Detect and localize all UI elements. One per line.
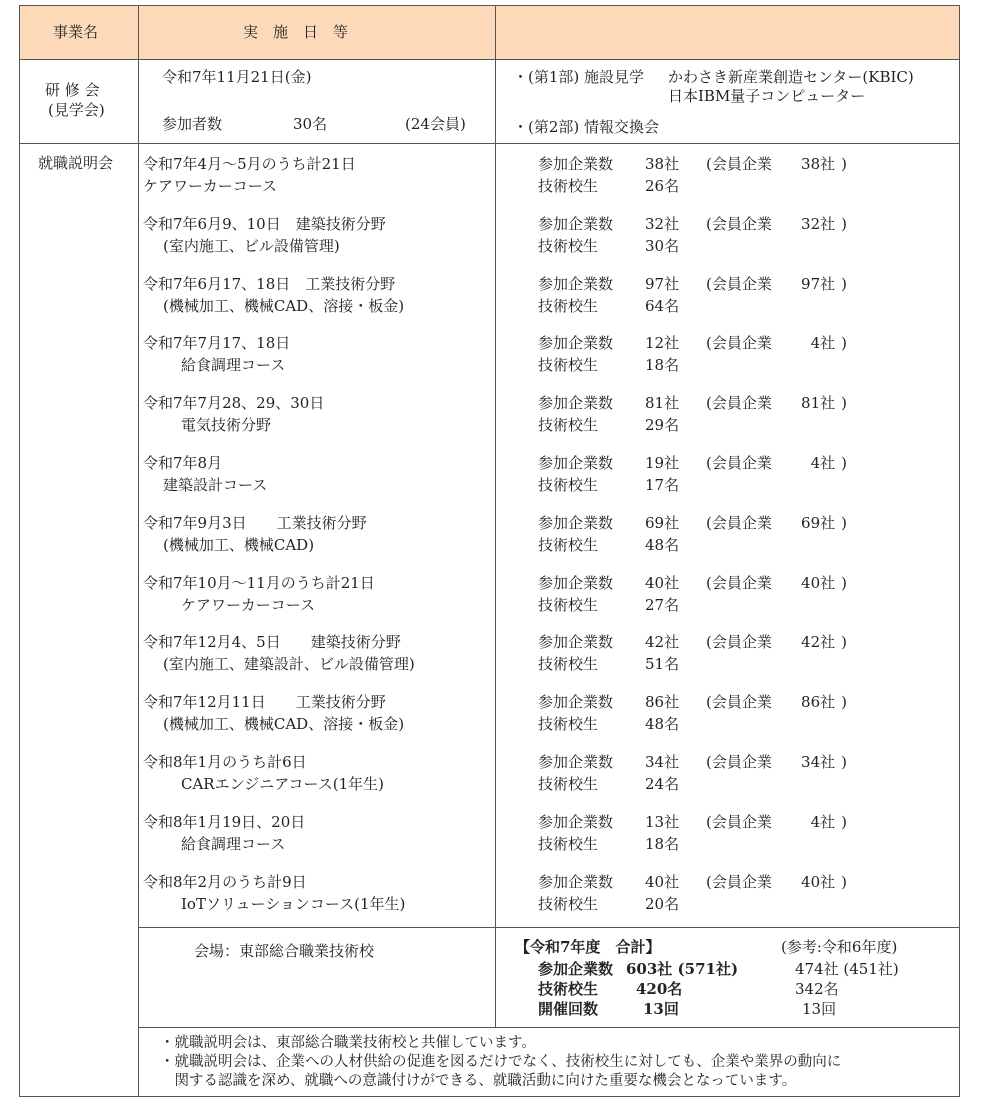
- row-students-label: 技術校生: [538, 895, 599, 913]
- row-members-close: ): [841, 514, 847, 532]
- note-line-3: 関する認識を深め、就職への意識付けができる、就職活動に向けた重要な機会となっています。: [160, 1073, 797, 1089]
- row-companies-value: 38社: [645, 155, 680, 173]
- row-students-value: 29名: [645, 416, 680, 434]
- row-course: (室内施工、ビル設備管理): [163, 237, 340, 255]
- row-companies-label: 参加企業数: [538, 693, 614, 711]
- row-students-label: 技術校生: [538, 715, 599, 733]
- row-members-close: ): [841, 275, 847, 293]
- row-companies-label: 参加企業数: [538, 813, 614, 831]
- row-members-close: ): [841, 574, 847, 592]
- row-date: 令和8年1月19日、20日: [143, 813, 306, 831]
- row-date: 令和7年6月17、18日 工業技術分野: [143, 275, 396, 293]
- table-header: [20, 6, 959, 59]
- summary-companies-value: 603社 (571社): [626, 960, 739, 978]
- row-members-value: [801, 154, 847, 174]
- row-members-label: (会員企業: [706, 753, 772, 771]
- row-date: 令和7年7月28、29、30日: [143, 394, 325, 412]
- row-companies-label: 参加企業数: [538, 215, 614, 233]
- note-line-2: ・就職説明会は、企業への人材供給の促進を図るだけでなく、技術校生に対しても、企業や業界の動向に: [160, 1054, 842, 1070]
- row-students-label: 技術校生: [538, 536, 599, 554]
- summary-sessions-value: 13回: [643, 1000, 679, 1018]
- row-members-close: ): [841, 334, 847, 352]
- row-companies-value: 97社: [645, 275, 680, 293]
- row-companies-value: 12社: [645, 334, 680, 352]
- row-companies-label: 参加企業数: [538, 334, 614, 352]
- job-fair-row: [0, 333, 982, 377]
- training-date: 令和7年11月21日(金): [162, 68, 312, 86]
- row-students-value: 51名: [645, 655, 680, 673]
- job-fair-row: [0, 154, 982, 198]
- row-members-count: 86社: [801, 693, 836, 711]
- row-companies-value: 40社: [645, 574, 680, 592]
- row-date: 令和7年9月3日 工業技術分野: [143, 514, 367, 532]
- row-members-value: [801, 632, 847, 652]
- row-students-label: 技術校生: [538, 596, 599, 614]
- summary-title: 【令和7年度 合計】: [515, 938, 661, 956]
- row-course: (機械加工、機械CAD、溶接・板金): [163, 297, 405, 315]
- job-fair-row: [0, 453, 982, 497]
- row-companies-value: 19社: [645, 454, 680, 472]
- venue: 会場：東部総合職業技術校: [194, 942, 375, 960]
- row-students-value: 48名: [645, 715, 680, 733]
- row-members-count: 34社: [801, 753, 836, 771]
- summary-students-label: 技術校生: [538, 980, 599, 998]
- row-students-label: 技術校生: [538, 297, 599, 315]
- row-members-close: ): [841, 693, 847, 711]
- row-companies-label: 参加企業数: [538, 275, 614, 293]
- row-students-value: 18名: [645, 835, 680, 853]
- row-companies-value: 13社: [645, 813, 680, 831]
- training-part1-label: ・(第1部) 施設見学: [513, 68, 645, 86]
- row-companies-label: 参加企業数: [538, 394, 614, 412]
- row-date: 令和7年12月4、5日 建築技術分野: [143, 633, 401, 651]
- row-members-count: 38社: [801, 155, 836, 173]
- row-members-label: (会員企業: [706, 574, 772, 592]
- training-participants-label: 参加者数: [162, 115, 223, 133]
- row-course: ケアワーカーコース: [143, 177, 277, 195]
- row-course: (機械加工、機械CAD): [163, 536, 315, 554]
- row-students-label: 技術校生: [538, 775, 599, 793]
- row-members-value: [801, 692, 847, 712]
- row-students-label: 技術校生: [538, 177, 599, 195]
- job-fair-name: 就職説明会: [38, 154, 114, 172]
- summary-ref-students: 342名: [795, 980, 839, 998]
- row-students-label: 技術校生: [538, 237, 599, 255]
- row-companies-value: 40社: [645, 873, 680, 891]
- row-members-value: [811, 453, 847, 473]
- row-members-label: (会員企業: [706, 275, 772, 293]
- row-course: 給食調理コース: [181, 356, 286, 374]
- row-members-label: (会員企業: [706, 394, 772, 412]
- row-companies-value: 32社: [645, 215, 680, 233]
- training-divider: [19, 143, 960, 144]
- row-course: ケアワーカーコース: [181, 596, 315, 614]
- row-members-label: (会員企業: [706, 873, 772, 891]
- row-companies-value: 34社: [645, 753, 680, 771]
- row-members-close: ): [841, 454, 847, 472]
- row-companies-value: 69社: [645, 514, 680, 532]
- row-companies-label: 参加企業数: [538, 155, 614, 173]
- row-students-value: 27名: [645, 596, 680, 614]
- row-members-label: (会員企業: [706, 514, 772, 532]
- row-companies-label: 参加企業数: [538, 514, 614, 532]
- row-members-label: (会員企業: [706, 215, 772, 233]
- row-members-count: 69社: [801, 514, 836, 532]
- row-members-value: [811, 812, 847, 832]
- summary-companies-label: 参加企業数: [538, 960, 614, 978]
- job-fair-row: [0, 214, 982, 258]
- training-name-line1: 研 修 会: [45, 81, 100, 99]
- row-members-label: (会員企業: [706, 155, 772, 173]
- row-members-close: ): [841, 753, 847, 771]
- job-fair-row: [0, 513, 982, 557]
- row-members-count: 4社: [810, 454, 836, 472]
- row-members-value: [811, 333, 847, 353]
- row-members-value: [801, 214, 847, 234]
- job-fair-row: [0, 274, 982, 318]
- row-students-value: 26名: [645, 177, 680, 195]
- header-divider: [19, 59, 960, 60]
- training-part1-site1: かわさき新産業創造センター(KBIC): [668, 68, 914, 86]
- row-students-label: 技術校生: [538, 655, 599, 673]
- row-course: 建築設計コース: [163, 476, 268, 494]
- row-students-label: 技術校生: [538, 835, 599, 853]
- row-members-value: [801, 752, 847, 772]
- row-students-value: 24名: [645, 775, 680, 793]
- venue-divider: [138, 927, 960, 928]
- row-date: 令和7年6月9、10日 建築技術分野: [143, 215, 386, 233]
- row-members-count: 32社: [801, 215, 836, 233]
- row-members-close: ): [841, 633, 847, 651]
- header-business-name: 事業名: [53, 23, 99, 41]
- row-members-value: [801, 573, 847, 593]
- row-date: 令和7年4月～5月のうち計21日: [143, 155, 356, 173]
- row-students-label: 技術校生: [538, 476, 599, 494]
- row-course: (機械加工、機械CAD、溶接・板金): [163, 715, 405, 733]
- row-members-close: ): [841, 394, 847, 412]
- row-members-close: ): [841, 155, 847, 173]
- row-students-value: 18名: [645, 356, 680, 374]
- row-members-label: (会員企業: [706, 454, 772, 472]
- row-members-close: ): [841, 215, 847, 233]
- row-students-value: 20名: [645, 895, 680, 913]
- row-members-value: [801, 274, 847, 294]
- row-members-value: [801, 513, 847, 533]
- row-members-close: ): [841, 873, 847, 891]
- row-companies-label: 参加企業数: [538, 873, 614, 891]
- row-students-value: 48名: [645, 536, 680, 554]
- row-members-label: (会員企業: [706, 633, 772, 651]
- row-companies-label: 参加企業数: [538, 574, 614, 592]
- row-students-label: 技術校生: [538, 416, 599, 434]
- row-members-label: (会員企業: [706, 334, 772, 352]
- row-course: 給食調理コース: [181, 835, 286, 853]
- header-dates: 実 施 日 等: [243, 23, 349, 41]
- row-students-value: 30名: [645, 237, 680, 255]
- row-companies-value: 42社: [645, 633, 680, 651]
- row-members-value: [801, 872, 847, 892]
- row-companies-label: 参加企業数: [538, 633, 614, 651]
- row-members-label: (会員企業: [706, 693, 772, 711]
- notes-divider: [138, 1027, 960, 1028]
- row-course: (室内施工、建築設計、ビル設備管理): [163, 655, 415, 673]
- row-date: 令和8年1月のうち計6日: [143, 753, 307, 771]
- row-members-count: 81社: [801, 394, 836, 412]
- row-course: CARエンジニアコース(1年生): [181, 775, 384, 793]
- row-companies-value: 81社: [645, 394, 680, 412]
- row-students-value: 17名: [645, 476, 680, 494]
- job-fair-row: [0, 752, 982, 796]
- job-fair-row: [0, 872, 982, 916]
- summary-ref-title: (参考:令和6年度): [781, 938, 898, 956]
- row-members-close: ): [841, 813, 847, 831]
- summary-students-value: 420名: [636, 980, 683, 998]
- summary-ref-companies: 474社 (451社): [795, 960, 899, 978]
- row-date: 令和7年8月: [143, 454, 223, 472]
- row-members-label: (会員企業: [706, 813, 772, 831]
- summary-ref-sessions: 13回: [802, 1000, 837, 1018]
- training-name-line2: (見学会): [48, 101, 105, 119]
- row-members-count: 97社: [801, 275, 836, 293]
- training-participants-value: 30名: [293, 115, 328, 133]
- row-course: IoTソリューションコース(1年生): [181, 895, 406, 913]
- row-members-count: 40社: [801, 574, 836, 592]
- row-date: 令和7年10月～11月のうち計21日: [143, 574, 375, 592]
- job-fair-row: [0, 692, 982, 736]
- row-members-count: 4社: [810, 334, 836, 352]
- training-part1-site2: 日本IBM量子コンピューター: [668, 87, 866, 105]
- row-members-count: 40社: [801, 873, 836, 891]
- row-students-label: 技術校生: [538, 356, 599, 374]
- row-companies-value: 86社: [645, 693, 680, 711]
- row-members-count: 4社: [810, 813, 836, 831]
- job-fair-row: [0, 393, 982, 437]
- row-members-count: 42社: [801, 633, 836, 651]
- row-course: 電気技術分野: [181, 416, 272, 434]
- row-members-value: [801, 393, 847, 413]
- summary-sessions-label: 開催回数: [538, 1000, 599, 1018]
- training-part2: ・(第2部) 情報交換会: [513, 118, 660, 136]
- job-fair-row: [0, 812, 982, 856]
- row-date: 令和7年7月17、18日: [143, 334, 291, 352]
- job-fair-row: [0, 573, 982, 617]
- row-companies-label: 参加企業数: [538, 753, 614, 771]
- training-participants-members: (24会員): [405, 115, 466, 133]
- row-date: 令和8年2月のうち計9日: [143, 873, 307, 891]
- row-students-value: 64名: [645, 297, 680, 315]
- job-fair-row: [0, 632, 982, 676]
- row-date: 令和7年12月11日 工業技術分野: [143, 693, 386, 711]
- row-companies-label: 参加企業数: [538, 454, 614, 472]
- note-line-1: ・就職説明会は、東部総合職業技術校と共催しています。: [160, 1035, 536, 1051]
